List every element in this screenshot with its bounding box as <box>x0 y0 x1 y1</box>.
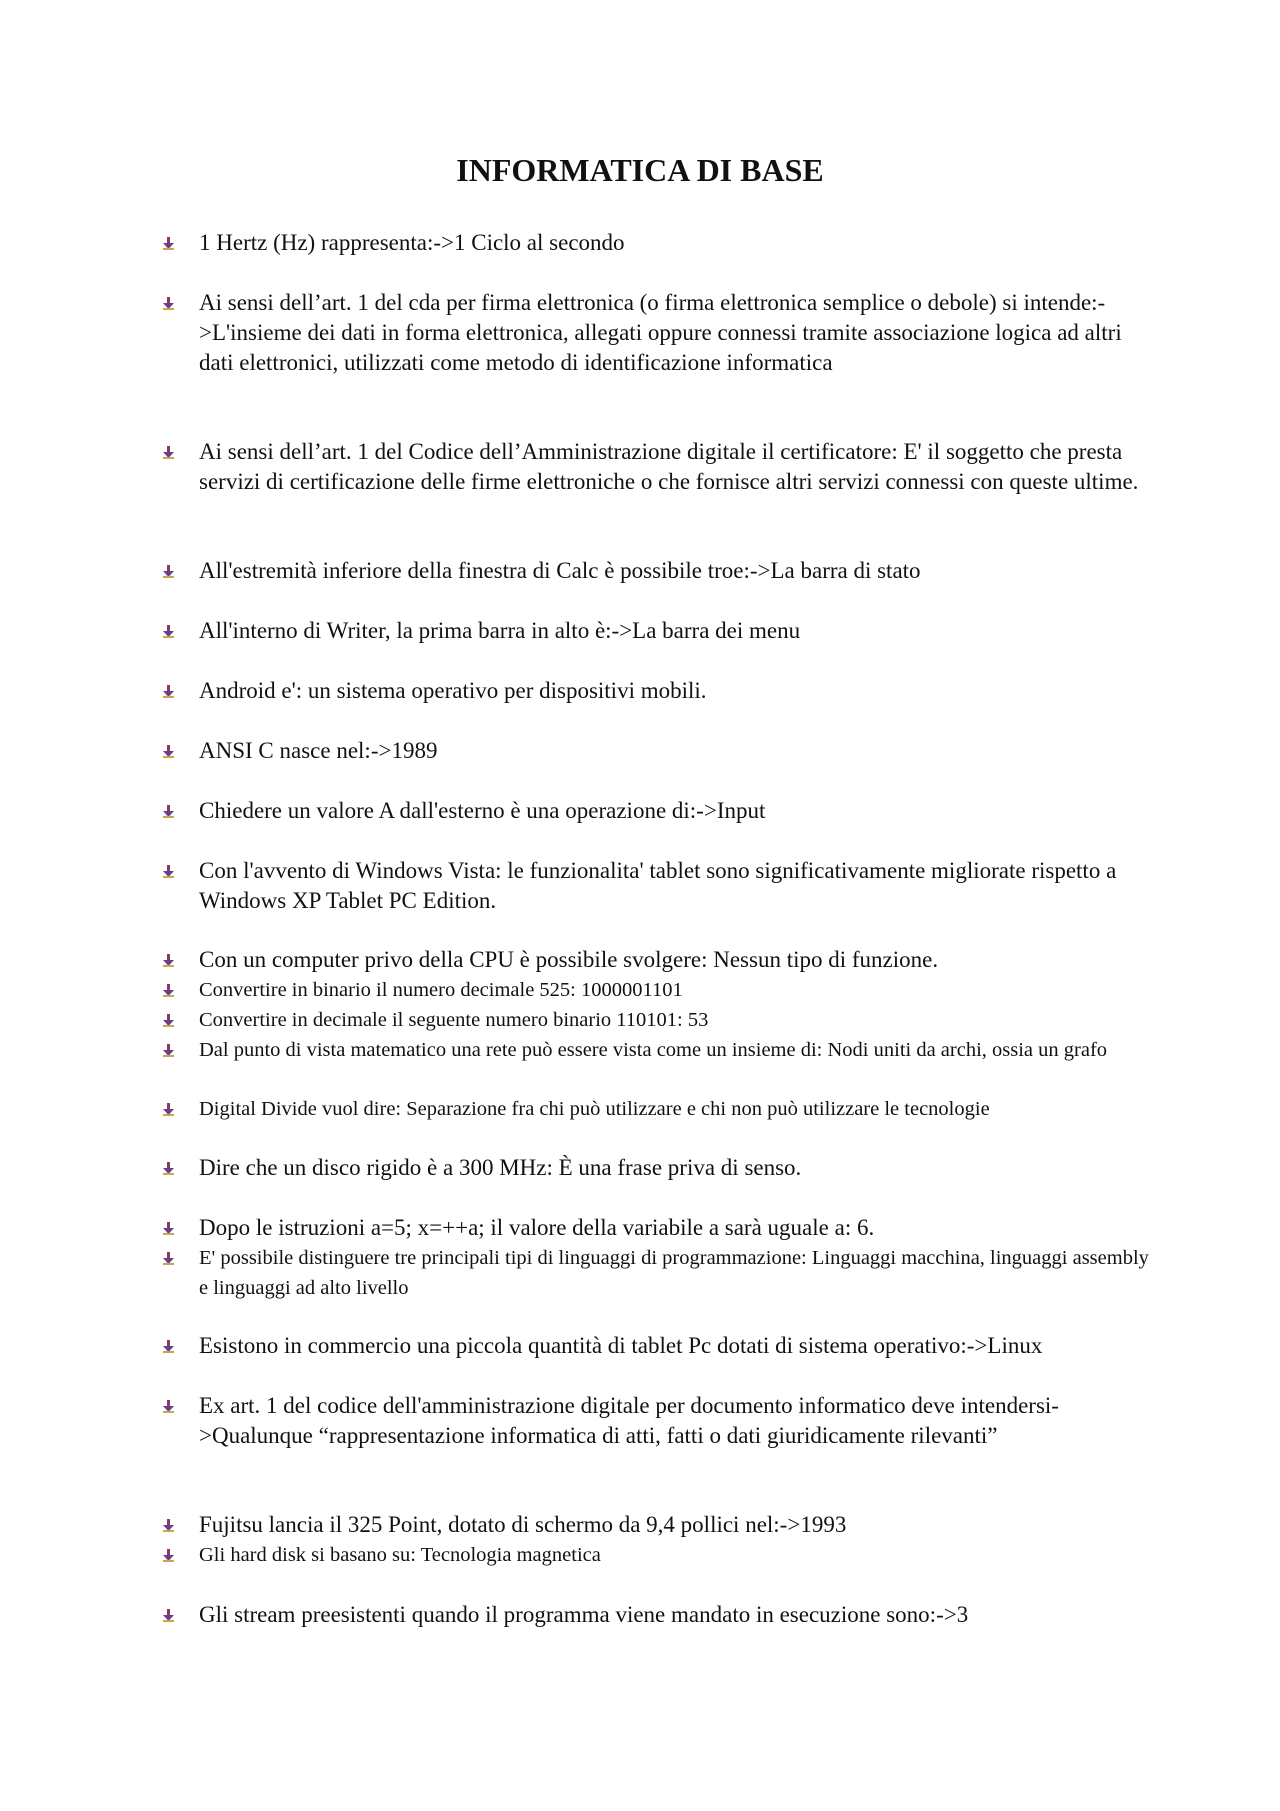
bullet-arrow-icon <box>162 805 175 818</box>
list-item <box>199 856 1159 916</box>
bullet-arrow-icon <box>162 685 175 698</box>
list-item-text: Digital Divide vuol dire: Separazione fra chi può utilizzare e chi non può utilizzare le tecnologie <box>199 1098 990 1120</box>
list-item <box>199 1094 1159 1124</box>
list-item <box>199 1600 1159 1630</box>
list-item-text: 1 Hertz (Hz) rappresenta:->1 Ciclo al secondo <box>199 230 625 255</box>
list-item <box>199 437 1159 497</box>
list-item-text: Dire che un disco rigido è a 300 MHz: È una frase priva di senso. <box>199 1155 802 1180</box>
list-item <box>199 676 1159 706</box>
bullet-arrow-icon <box>162 984 175 997</box>
list-item <box>199 228 1159 258</box>
list-item-text: Android e': un sistema operativo per dispositivi mobili. <box>199 678 707 703</box>
list-item <box>199 1510 1159 1540</box>
list-item-text: Convertire in binario il numero decimale 525: 1000001101 <box>199 979 683 1001</box>
bullet-arrow-icon <box>162 297 175 310</box>
list-item <box>199 1213 1159 1243</box>
list-item-text: Convertire in decimale il seguente numero binario 110101: 53 <box>199 1009 709 1031</box>
list-item <box>199 616 1159 646</box>
list-item <box>199 556 1159 586</box>
list-item-text: E' possibile distinguere tre principali tipi di linguaggi di programmazione: Linguaggi macchina, linguaggi assembly e linguaggi ad alto livello <box>199 1247 1149 1299</box>
list-item-text: All'estremità inferiore della finestra di Calc è possibile troe:->La barra di stato <box>199 558 921 583</box>
list-item <box>199 1153 1159 1183</box>
list-item-text: Dopo le istruzioni a=5; x=++a; il valore della variabile a sarà uguale a: 6. <box>199 1215 875 1240</box>
bullet-arrow-icon <box>162 1014 175 1027</box>
bullet-arrow-icon <box>162 1222 175 1235</box>
bullet-arrow-icon <box>162 1044 175 1057</box>
list-item <box>199 1005 1159 1035</box>
list-item-text: ANSI C nasce nel:->1989 <box>199 738 438 763</box>
bullet-arrow-icon <box>162 1162 175 1175</box>
list-item <box>199 736 1159 766</box>
list-item-text: Chiedere un valore A dall'esterno è una operazione di:->Input <box>199 798 766 823</box>
bullet-arrow-icon <box>162 865 175 878</box>
bullet-arrow-icon <box>162 1549 175 1562</box>
list-item <box>199 1331 1159 1361</box>
bullet-arrow-icon <box>162 1609 175 1622</box>
bullet-arrow-icon <box>162 1519 175 1532</box>
list-item <box>199 1540 1159 1570</box>
list-item-text: Gli hard disk si basano su: Tecnologia magnetica <box>199 1544 601 1566</box>
bullet-arrow-icon <box>162 625 175 638</box>
bullet-arrow-icon <box>162 1340 175 1353</box>
list-item-text: Ai sensi dell’art. 1 del Codice dell’Amministrazione digitale il certificatore: E' il soggetto che presta servizi di certificazione delle firme elettroniche o che fornisce altri servizi connessi con queste ultime. <box>199 439 1139 494</box>
bullet-arrow-icon <box>162 954 175 967</box>
list-item <box>199 1243 1159 1303</box>
list-item-text: Esistono in commercio una piccola quantità di tablet Pc dotati di sistema operativo:->Linux <box>199 1333 1043 1358</box>
list-item <box>199 1391 1159 1451</box>
list-item <box>199 288 1159 378</box>
bullet-arrow-icon <box>162 446 175 459</box>
bullet-arrow-icon <box>162 237 175 250</box>
list-item <box>199 796 1159 826</box>
list-item-text: Fujitsu lancia il 325 Point, dotato di schermo da 9,4 pollici nel:->1993 <box>199 1512 847 1537</box>
list-item-text: Dal punto di vista matematico una rete può essere vista come un insieme di: Nodi uniti da archi, ossia un grafo <box>199 1039 1108 1061</box>
list-item-text: Con l'avvento di Windows Vista: le funzionalita' tablet sono significativamente migliorate rispetto a Windows XP Tablet PC Edition. <box>199 858 1117 913</box>
bullet-arrow-icon <box>162 565 175 578</box>
list-item <box>199 1035 1159 1065</box>
bullet-arrow-icon <box>162 1400 175 1413</box>
bullet-arrow-icon <box>162 1252 175 1265</box>
bullet-arrow-icon <box>162 745 175 758</box>
list-item-text: Ai sensi dell’art. 1 del cda per firma elettronica (o firma elettronica semplice o debole) si intende:->L'insieme dei dati in forma elettronica, allegati oppure connessi tramite associazione logica ad altri dati elettronici, utilizzati come metodo di identificazione informatica <box>199 290 1122 375</box>
list-item-text: Con un computer privo della CPU è possibile svolgere: Nessun tipo di funzione. <box>199 947 939 972</box>
list-item <box>199 945 1159 975</box>
list-item-text: All'interno di Writer, la prima barra in alto è:->La barra dei menu <box>199 618 801 643</box>
list-item-text: Gli stream preesistenti quando il programma viene mandato in esecuzione sono:->3 <box>199 1602 969 1627</box>
document-title: INFORMATICA DI BASE <box>456 152 824 188</box>
list-item <box>199 975 1159 1005</box>
bullet-arrow-icon <box>162 1103 175 1116</box>
list-item-text: Ex art. 1 del codice dell'amministrazione digitale per documento informatico deve intendersi->Qualunque “rappresentazione informatica di atti, fatti o dati giuridicamente rilevanti” <box>199 1393 1059 1448</box>
